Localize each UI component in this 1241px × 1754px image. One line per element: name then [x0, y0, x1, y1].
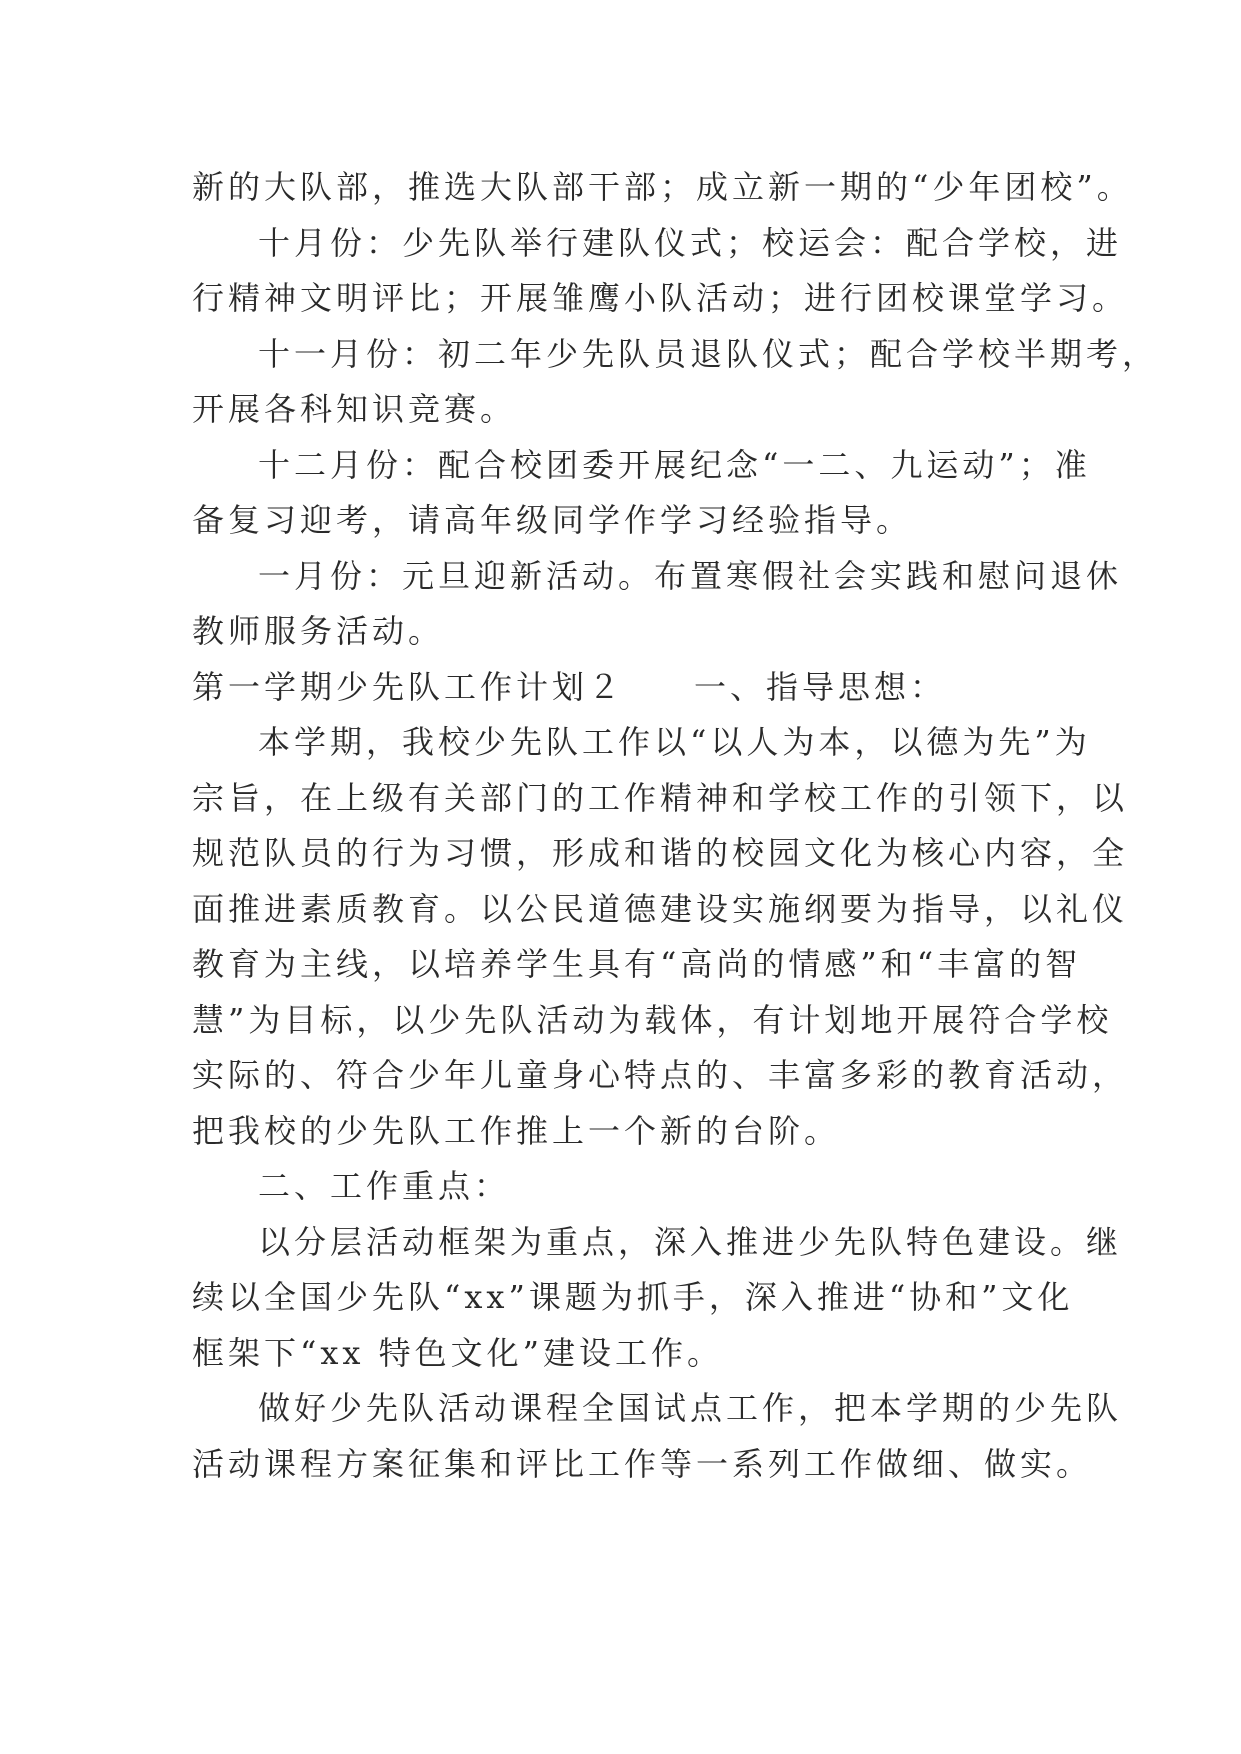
text-line: 以分层活动框架为重点，深入推进少先队特色建设。继: [258, 1222, 1123, 1261]
text-line: 新的大队部，推选大队部干部；成立新一期的“少年团校”。: [192, 168, 1133, 206]
text-line: 行精神文明评比；开展雏鹰小队活动；进行团校课堂学习。: [192, 279, 1129, 317]
text-line: 十月份：少先队举行建队仪式；校运会：配合学校，进: [258, 223, 1123, 262]
text-line: 十二月份：配合校团委开展纪念“一二、九运动”；准: [258, 445, 1091, 484]
text-line: 规范队员的行为习惯，形成和谐的校园文化为核心内容，全: [192, 834, 1129, 872]
text-line: 教育为主线，以培养学生具有“高尚的情感”和“丰富的智: [192, 945, 1082, 983]
text-line: 一月份：元旦迎新活动。布置寒假社会实践和慰问退休: [258, 556, 1123, 595]
text-line: 把我校的少先队工作推上一个新的台阶。: [192, 1111, 841, 1150]
text-line: 框架下“xx 特色文化”建设工作。: [192, 1333, 723, 1372]
text-line: 续以全国少先队“xx”课题为抓手，深入推进“协和”文化: [192, 1278, 1074, 1316]
text-line: 活动课程方案征集和评比工作等一系列工作做细、做实。: [192, 1444, 1093, 1483]
text-line: 做好少先队活动课程全国试点工作，把本学期的少先队: [258, 1389, 1123, 1427]
text-line: 教师服务活动。: [192, 612, 445, 650]
text-line: 备复习迎考，请高年级同学作学习经验指导。: [192, 501, 913, 539]
section-title-line: [192, 660, 1072, 716]
plan-title: 第一学期少先队工作计划２: [192, 667, 625, 706]
text-line: 实际的、符合少年儿童身心特点的、丰富多彩的教育活动，: [192, 1056, 1129, 1094]
text-line: 开展各科知识竞赛。: [192, 390, 517, 428]
text-line: 宗旨，在上级有关部门的工作精神和学校工作的引领下，以: [192, 778, 1129, 817]
body-text: [192, 160, 1159, 1492]
text-line: 面推进素质教育。以公民道德建设实施纲要为指导，以礼仪: [192, 889, 1129, 928]
text-line: 十一月份：初二年少先队员退队仪式；配合学校半期考，: [258, 334, 1159, 373]
text-line: 本学期，我校少先队工作以“以人为本，以德为先”为: [258, 723, 1091, 761]
section-heading: 一、指导思想：: [694, 667, 947, 706]
section-heading: 二、工作重点：: [258, 1167, 511, 1205]
text-line: 慧”为目标，以少先队活动为载体，有计划地开展符合学校: [192, 1000, 1113, 1039]
